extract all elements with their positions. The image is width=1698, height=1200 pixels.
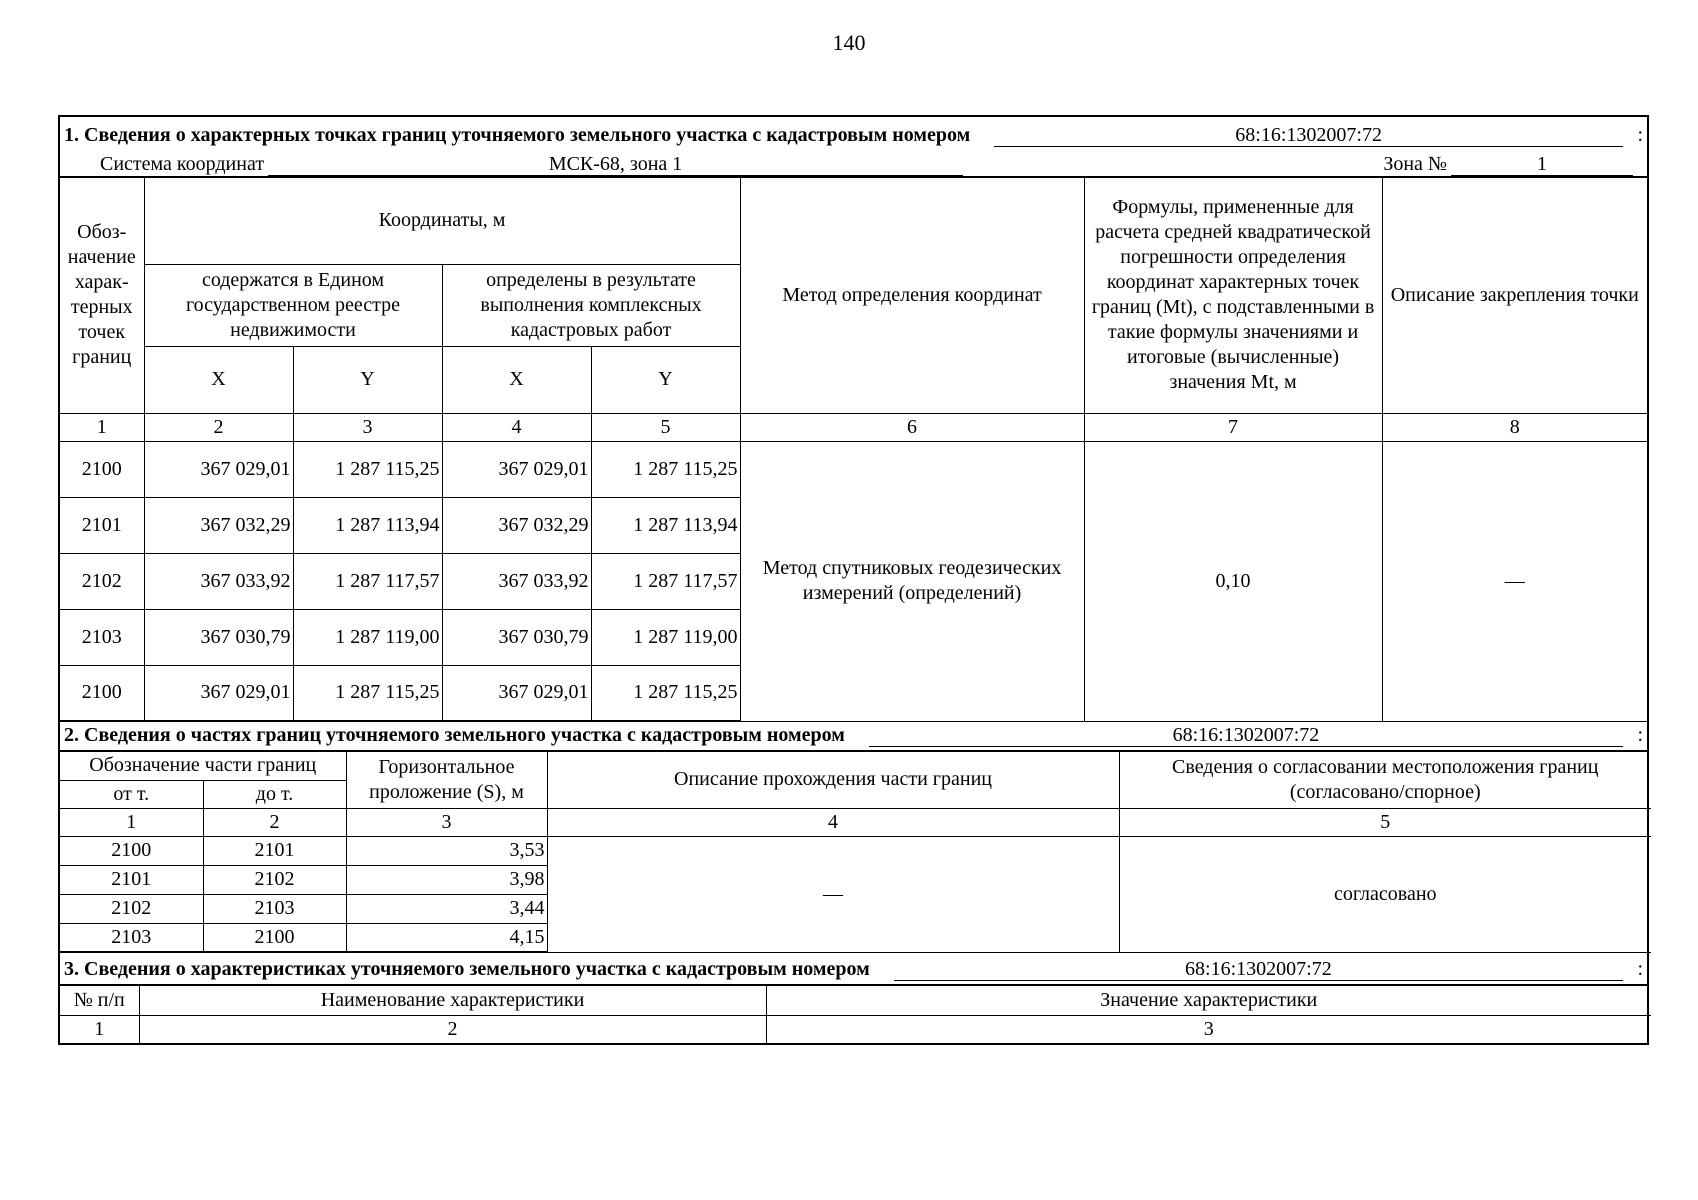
col-number: 3 bbox=[293, 413, 442, 441]
section1-header bbox=[60, 117, 1647, 178]
page-number: 140 bbox=[832, 30, 866, 55]
x-egrn: 367 030,79 bbox=[144, 609, 293, 665]
x-complex: 367 033,92 bbox=[442, 553, 591, 609]
section1-title: 1. Сведения о характерных точках границ уточняемого земельного участка с кадастровым номером bbox=[64, 124, 971, 146]
header-fixing: Описание закрепления точки bbox=[1382, 178, 1647, 413]
col-number: 4 bbox=[547, 808, 1119, 836]
header-num: № п/п bbox=[60, 986, 139, 1015]
header-formulas: Формулы, примененные для расчета средней квадратической погрешности определения координат характерных точек границ (Mt), с подставленными в такие формулы значениями и итоговые (вычисленные) значения Mt, м bbox=[1084, 178, 1382, 413]
header-x2: X bbox=[442, 346, 591, 413]
header-part-designation: Обозначение части границ bbox=[60, 752, 346, 780]
x-complex: 367 030,79 bbox=[442, 609, 591, 665]
description-value: — bbox=[547, 836, 1119, 952]
header-to: до т. bbox=[203, 780, 346, 808]
table-row bbox=[60, 441, 1647, 497]
col-number: 7 bbox=[1084, 413, 1382, 441]
x-complex: 367 029,01 bbox=[442, 441, 591, 497]
col-number: 3 bbox=[766, 1015, 1651, 1043]
horizontal-length: 3,53 bbox=[346, 836, 547, 865]
point-id: 2100 bbox=[60, 441, 144, 497]
coord-system-value: МСК-68, зона 1 bbox=[268, 153, 963, 176]
header-horizontal: Горизонтальное проложение (S), м bbox=[346, 752, 547, 808]
col-number: 6 bbox=[740, 413, 1084, 441]
section2-cadastral-number: 68:16:1302007:72 bbox=[869, 724, 1623, 747]
section3-colon: : bbox=[1637, 958, 1643, 980]
header-x1: X bbox=[144, 346, 293, 413]
from-point: 2100 bbox=[60, 836, 203, 865]
col-number: 1 bbox=[60, 413, 144, 441]
header-name: Наименование характеристики bbox=[139, 986, 766, 1015]
from-point: 2101 bbox=[60, 865, 203, 894]
point-id: 2103 bbox=[60, 609, 144, 665]
col-number: 1 bbox=[60, 808, 203, 836]
y-egrn: 1 287 115,25 bbox=[293, 441, 442, 497]
header-egrn: содержатся в Едином государственном реестре недвижимости bbox=[144, 264, 442, 346]
horizontal-length: 4,15 bbox=[346, 923, 547, 952]
to-point: 2100 bbox=[203, 923, 346, 952]
header-complex: определены в результате выполнения комплексных кадастровых работ bbox=[442, 264, 740, 346]
y-complex: 1 287 119,00 bbox=[591, 609, 740, 665]
section2-title: 2. Сведения о частях границ уточняемого земельного участка с кадастровым номером bbox=[64, 724, 845, 746]
y-egrn: 1 287 115,25 bbox=[293, 665, 442, 721]
to-point: 2103 bbox=[203, 894, 346, 923]
method-value: Метод спутниковых геодезических измерений (определений) bbox=[740, 441, 1084, 721]
horizontal-length: 3,98 bbox=[346, 865, 547, 894]
characteristics-table bbox=[60, 986, 1651, 1043]
coord-system-label: Система координат bbox=[100, 153, 265, 175]
y-egrn: 1 287 119,00 bbox=[293, 609, 442, 665]
x-egrn: 367 029,01 bbox=[144, 441, 293, 497]
header-method: Метод определения координат bbox=[740, 178, 1084, 413]
to-point: 2101 bbox=[203, 836, 346, 865]
point-id: 2102 bbox=[60, 553, 144, 609]
header-y2: Y bbox=[591, 346, 740, 413]
header-from: от т. bbox=[60, 780, 203, 808]
col-number: 5 bbox=[591, 413, 740, 441]
section3-title: 3. Сведения о характеристиках уточняемого земельного участка с кадастровым номером bbox=[64, 958, 870, 980]
to-point: 2102 bbox=[203, 865, 346, 894]
fixing-value: — bbox=[1382, 441, 1647, 721]
section1-colon: : bbox=[1637, 124, 1643, 146]
y-complex: 1 287 117,57 bbox=[591, 553, 740, 609]
col-number: 4 bbox=[442, 413, 591, 441]
horizontal-length: 3,44 bbox=[346, 894, 547, 923]
from-point: 2102 bbox=[60, 894, 203, 923]
zone-value: 1 bbox=[1451, 153, 1633, 176]
header-description: Описание прохождения части границ bbox=[547, 752, 1119, 808]
col-number: 2 bbox=[144, 413, 293, 441]
section3-cadastral-number: 68:16:1302007:72 bbox=[894, 958, 1623, 981]
zone-label: Зона № bbox=[1383, 153, 1447, 175]
col-number: 8 bbox=[1382, 413, 1647, 441]
y-complex: 1 287 115,25 bbox=[591, 665, 740, 721]
mt-value: 0,10 bbox=[1084, 441, 1382, 721]
section2-header bbox=[60, 722, 1647, 752]
agreement-value: согласовано bbox=[1119, 836, 1651, 952]
y-egrn: 1 287 117,57 bbox=[293, 553, 442, 609]
table-row bbox=[60, 836, 1651, 865]
from-point: 2103 bbox=[60, 923, 203, 952]
col-number: 2 bbox=[203, 808, 346, 836]
parts-table bbox=[60, 752, 1651, 953]
x-complex: 367 032,29 bbox=[442, 497, 591, 553]
col-number: 5 bbox=[1119, 808, 1651, 836]
y-complex: 1 287 113,94 bbox=[591, 497, 740, 553]
header-coordinates: Координаты, м bbox=[144, 178, 740, 264]
header-designation: Обоз-начение харак-терных точек границ bbox=[60, 178, 144, 413]
section2-colon: : bbox=[1637, 724, 1643, 746]
col-number: 2 bbox=[139, 1015, 766, 1043]
header-agreement: Сведения о согласовании местоположения границ (согласовано/спорное) bbox=[1119, 752, 1651, 808]
point-id: 2100 bbox=[60, 665, 144, 721]
header-value: Значение характеристики bbox=[766, 986, 1651, 1015]
col-number: 3 bbox=[346, 808, 547, 836]
x-complex: 367 029,01 bbox=[442, 665, 591, 721]
cadastral-form bbox=[58, 115, 1649, 1045]
header-y1: Y bbox=[293, 346, 442, 413]
x-egrn: 367 032,29 bbox=[144, 497, 293, 553]
section3-header bbox=[60, 953, 1647, 986]
x-egrn: 367 029,01 bbox=[144, 665, 293, 721]
point-id: 2101 bbox=[60, 497, 144, 553]
x-egrn: 367 033,92 bbox=[144, 553, 293, 609]
col-number: 1 bbox=[60, 1015, 139, 1043]
section1-cadastral-number: 68:16:1302007:72 bbox=[994, 124, 1623, 147]
y-egrn: 1 287 113,94 bbox=[293, 497, 442, 553]
y-complex: 1 287 115,25 bbox=[591, 441, 740, 497]
points-table bbox=[60, 178, 1647, 722]
